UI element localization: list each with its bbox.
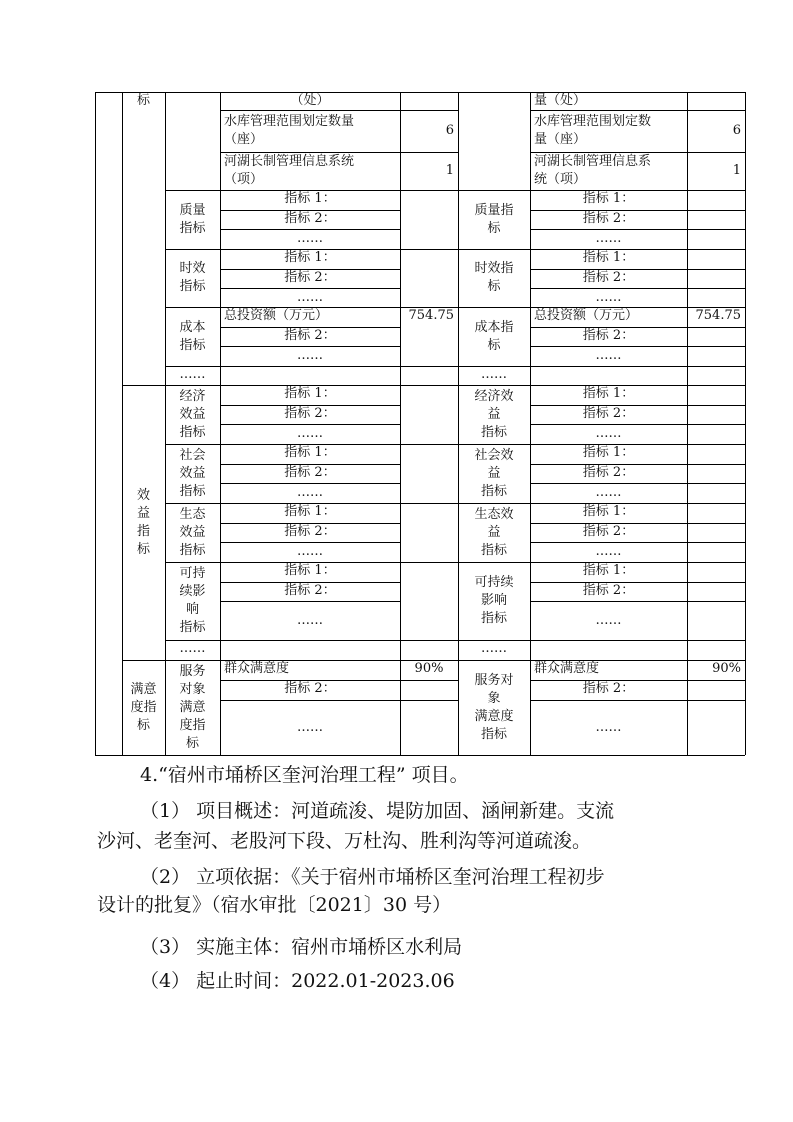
project-basis-line2: 设计的批复》（宿水审批〔2021〕30 号） [97, 894, 452, 916]
indicator-1: 指标 1： [582, 504, 635, 519]
indicator-1: 指标 1： [582, 445, 635, 460]
public-satisfaction-value: 90% [712, 661, 741, 676]
category-label: 质量 指标 [179, 202, 206, 236]
indicator-2: 指标 2： [284, 406, 336, 421]
indicator-more: …… [595, 348, 622, 363]
indicator-more: …… [297, 348, 323, 363]
more-category: …… [179, 367, 206, 382]
indicator-name: 水库管理范围划定数量 （座） [224, 114, 355, 147]
indicator-1: 指标 1： [582, 386, 635, 401]
indicator-1: 指标 1： [582, 191, 635, 206]
indicator-2: 指标 2： [284, 328, 336, 343]
category-label: 社会 效益 指标 [179, 447, 206, 499]
table-rule [400, 92, 401, 755]
indicator-more: …… [297, 426, 323, 441]
public-satisfaction: 群众满意度 [534, 661, 600, 676]
total-invest-value: 754.75 [695, 308, 741, 323]
indicator-2: 指标 2： [582, 328, 635, 343]
satisfaction-indicator-label: 满意 度指 标 [130, 681, 157, 733]
indicator-1: 指标 1： [284, 191, 336, 206]
category-label: 时效 指标 [179, 261, 206, 294]
indicator-more: …… [297, 485, 323, 500]
more-category: …… [481, 367, 507, 382]
indicator-value: 1 [732, 163, 741, 178]
indicator-2: 指标 2： [284, 524, 336, 539]
category-label: 可持 续影 响 指标 [179, 566, 206, 635]
category-label: 服务 对象 满意 度指 标 [179, 663, 206, 751]
indicator-2: 指标 2： [582, 681, 635, 696]
public-satisfaction: 群众满意度 [224, 661, 290, 676]
indicator-name: 河湖长制管理信息系统 （项） [224, 154, 355, 187]
table-rule [165, 366, 745, 367]
indicator-name: 河湖长制管理信息系 统（项） [534, 154, 652, 187]
indicator-more: …… [297, 719, 323, 735]
indicator-value: 6 [445, 123, 454, 138]
category-label: 经济 效益 指标 [179, 388, 206, 440]
table-rule [745, 92, 746, 755]
indicator-2: 指标 2： [582, 270, 635, 285]
indicator-more: …… [595, 719, 622, 735]
indicator-more: …… [595, 289, 622, 305]
indicator-1: 指标 1： [284, 386, 336, 401]
category-label: 生态效 益 指标 [474, 506, 514, 558]
benefit-indicator-label: 效 益 指 标 [136, 487, 150, 557]
total-invest-value: 754.75 [408, 308, 454, 323]
table-rule [95, 755, 745, 756]
project-overview-line1: （1） 项目概述：河道疏浚、堤防加固、涵闸新建。支流 [140, 800, 615, 822]
project-basis-line1: （2） 立项依据：《关于宿州市埇桥区奎河治理工程初步 [140, 866, 605, 888]
indicator-2: 指标 2： [284, 270, 336, 285]
indicator-more: …… [297, 231, 323, 246]
indicator-value: 6 [732, 123, 741, 138]
indicator-1: 指标 1： [284, 445, 336, 460]
indicator-1: 指标 1： [284, 250, 336, 265]
indicator-1: 总投资额（万元） [224, 308, 329, 323]
indicator-more: …… [595, 485, 622, 500]
category-label: 质量指 标 [474, 202, 514, 236]
indicator-2: 指标 2： [284, 583, 336, 598]
indicator-name: 水库管理范围划定数 量（座） [534, 114, 652, 147]
indicator-1: 指标 1： [582, 250, 635, 265]
performance-indicator-table [95, 92, 745, 755]
indicator-2: 指标 2： [582, 465, 635, 480]
indicator-name: （处） [290, 93, 330, 108]
category-label: 成本指 标 [474, 319, 514, 353]
category-label: 服务对 象 满意度 指标 [474, 672, 514, 742]
indicator-more: …… [595, 231, 622, 246]
indicator-2: 指标 2： [582, 211, 635, 226]
more-category: …… [179, 641, 206, 656]
category-label: 社会效 益 指标 [474, 447, 514, 499]
table-rule [95, 92, 96, 755]
indicator-name: 量（处） [534, 93, 587, 108]
indicator-more: …… [595, 426, 622, 441]
indicator-2: 指标 2： [284, 211, 336, 226]
indicator-more: …… [297, 289, 323, 305]
indicator-2: 指标 2： [582, 524, 635, 539]
project-heading: 4.“宿州市埇桥区奎河治理工程” 项目。 [140, 764, 469, 786]
indicator-1: 指标 1： [582, 563, 635, 578]
section-label: 标 [136, 93, 150, 108]
category-label: 可持续 影响 指标 [474, 575, 514, 626]
indicator-2: 指标 2： [284, 465, 336, 480]
indicator-2: 指标 2： [582, 583, 635, 598]
project-overview-line2: 沙河、老奎河、老股河下段、万杜沟、胜利沟等河道疏浚。 [97, 830, 592, 852]
indicator-2: 指标 2： [284, 681, 336, 696]
category-label: 时效指 标 [474, 261, 514, 294]
indicator-1: 指标 1： [284, 563, 336, 578]
indicator-1: 总投资额（万元） [534, 308, 639, 323]
category-label: 生态 效益 指标 [179, 506, 206, 558]
indicator-more: …… [297, 544, 323, 559]
indicator-1: 指标 1： [284, 504, 336, 519]
category-label: 成本 指标 [179, 319, 206, 353]
indicator-more: …… [595, 612, 622, 628]
category-label: 经济效 益 指标 [474, 388, 514, 440]
indicator-more: …… [297, 612, 323, 628]
public-satisfaction-value: 90% [414, 661, 444, 676]
indicator-2: 指标 2： [582, 406, 635, 421]
project-period: （4） 起止时间：2022.01-2023.06 [140, 970, 455, 992]
more-category: …… [481, 641, 507, 656]
indicator-more: …… [595, 544, 622, 559]
indicator-value: 1 [445, 163, 454, 178]
project-implementer: （3） 实施主体：宿州市埇桥区水利局 [140, 936, 463, 958]
